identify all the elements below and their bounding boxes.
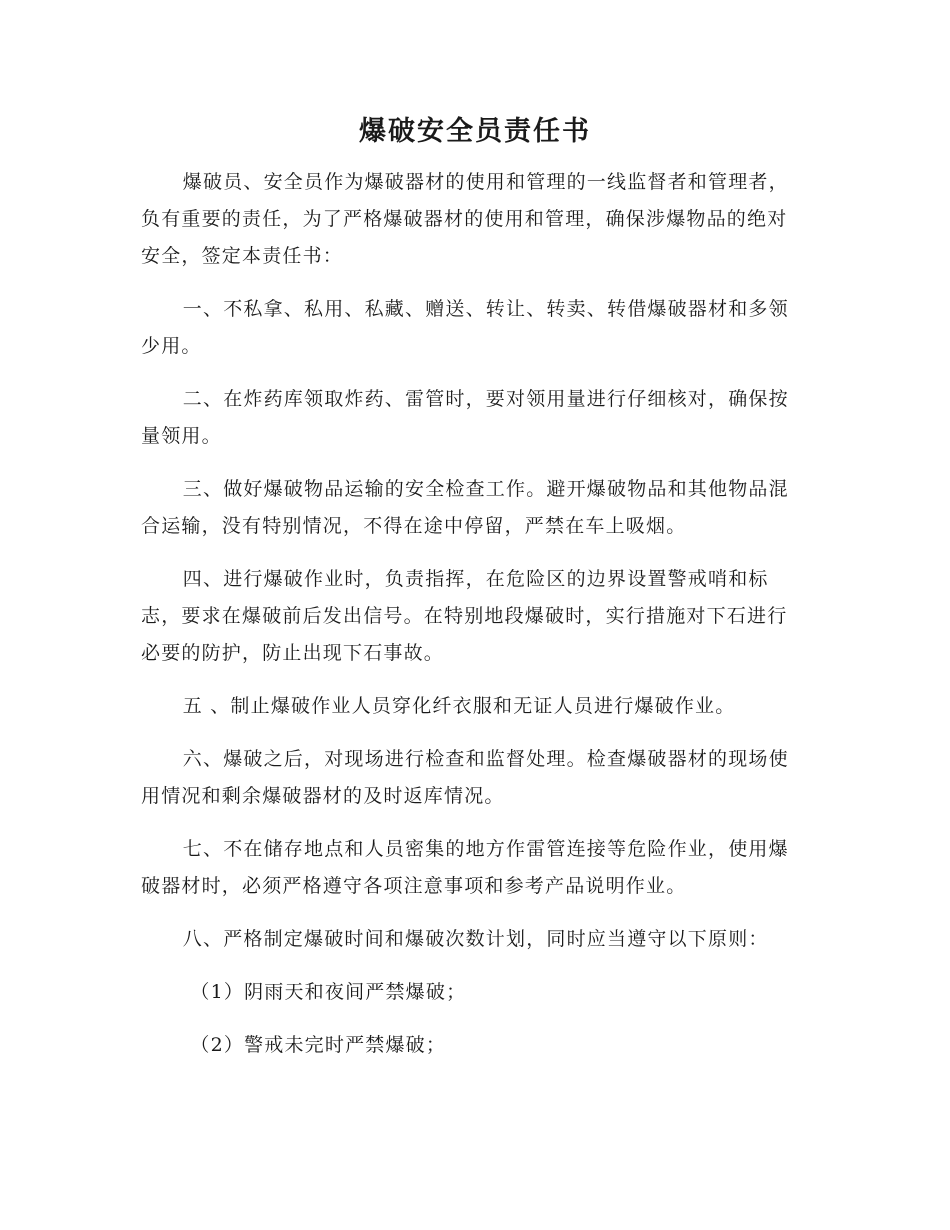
clause-6: 六、爆破之后，对现场进行检查和监督处理。检查爆破器材的现场使用情况和剩余爆破器材的及时返库情况。: [141, 748, 789, 807]
sub-item-1: （1）阴雨天和夜间严禁爆破；: [190, 981, 467, 1003]
clause-1: 一、不私拿、私用、私藏、赠送、转让、转卖、转借爆破器材和多领少用。: [141, 298, 789, 357]
clause-8: 八、严格制定爆破时间和爆破次数计划，同时应当遵守以下原则：: [182, 928, 769, 950]
clause-4: 四、进行爆破作业时，负责指挥，在危险区的边界设置警戒哨和标志，要求在爆破前后发出信号。在特别地段爆破时，实行措施对下石进行必要的防护，防止出现下石事故。: [141, 568, 788, 664]
clause-7: 七、不在储存地点和人员密集的地方作雷管连接等危险作业，使用爆破器材时，必须严格遵守各项注意事项和参考产品说明作业。: [141, 838, 789, 897]
document-body: [141, 164, 807, 1064]
clause-5: 五 、制止爆破作业人员穿化纤衣服和无证人员进行爆破作业。: [182, 695, 736, 717]
clause-2: 二、在炸药库领取炸药、雷管时，要对领用量进行仔细核对，确保按量领用。: [141, 388, 789, 447]
intro-paragraph: 爆破员、安全员作为爆破器材的使用和管理的一线监督者和管理者，负有重要的责任，为了严格爆破器材的使用和管理，确保涉爆物品的绝对安全，签定本责任书：: [141, 171, 789, 267]
document-title: 爆破安全员责任书: [359, 116, 591, 147]
sub-item-2: （2）警戒未完时严禁爆破；: [190, 1034, 447, 1056]
clause-3: 三、做好爆破物品运输的安全检查工作。避开爆破物品和其他物品混合运输，没有特别情况，不得在途中停留，严禁在车上吸烟。: [141, 478, 789, 537]
